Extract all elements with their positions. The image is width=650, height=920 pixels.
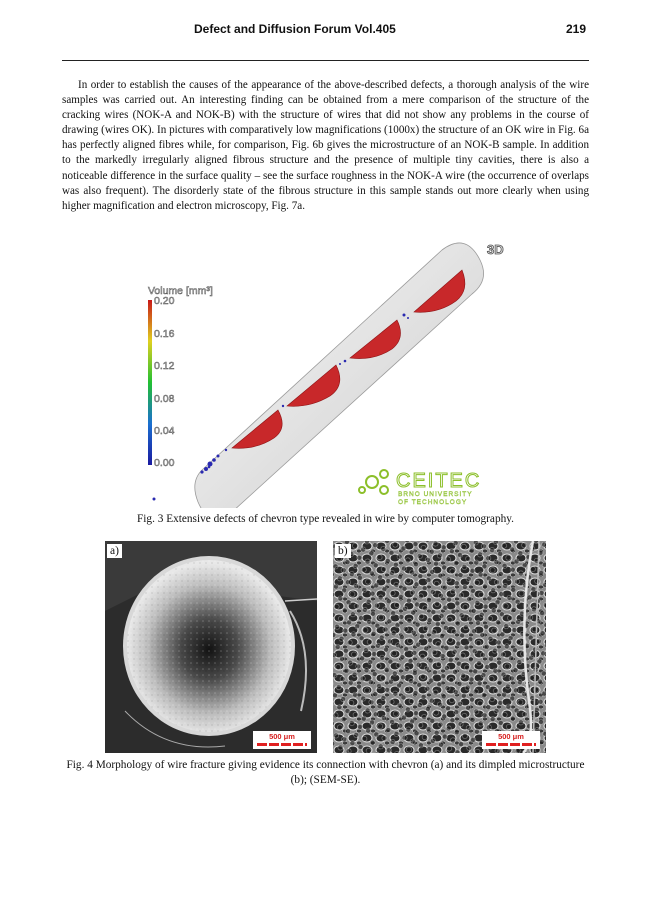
figure4-caption: Fig. 4 Morphology of wire fracture giving evidence its connection with chevron (a) and its dimpled microstructure (b); (SEM-SE). [66, 759, 585, 786]
scale-text-a: 500 μm [269, 732, 295, 741]
scale-bar-b [482, 731, 540, 749]
fracture-surface-image [105, 541, 317, 753]
body-paragraph: In order to establish the causes of the appearance of the above-described defects, a thorough analysis of the wire samples was carried out. An interesting finding can be obtained from a mere comparison of the structure of the cracking wires (NOK-A and NOK-B) with the structure of wires that did not show any problems in the course of drawing (wires OK). In pictures with comparatively low magnifications (1000x) the structure of an OK wire in Fig. 6a has perfectly aligned fibres while, for comparison, Fig. 6b gives the microstructure of an NOK-B sample. In addition to the markedly irregularly aligned fibrous structure and the presence of multiple tiny cavities, there is also a noticeable difference in the surface quality – see the surface roughness in the NOK-A wire (the occurrence of overlaps was also frequent). The disorderly state of the fibrous structure in this sample stands out more clearly when using higher magnification and electron microscopy, Fig. 7a. [62, 79, 589, 212]
scale-bar-graphic [257, 743, 307, 746]
logo-name: CEITEC [396, 470, 482, 492]
ct-figure [140, 238, 512, 508]
logo-line2: OF TECHNOLOGY [398, 499, 468, 506]
scale-bar-a [253, 731, 311, 749]
volume-legend [148, 285, 213, 469]
sem-image-b [333, 541, 546, 753]
scale-text-b: 500 μm [498, 732, 524, 741]
panel-label-b: b) [335, 544, 351, 558]
logo-line1: BRNO UNIVERSITY [398, 491, 473, 498]
legend-title: Volume [mm³] [148, 285, 213, 297]
running-header [62, 22, 588, 42]
journal-title: Defect and Diffusion Forum Vol.405 [194, 22, 396, 36]
legend-tick: 0.00 [154, 457, 175, 469]
dimpled-microstructure-image [333, 541, 546, 753]
ceitec-logo [359, 470, 481, 506]
page-number: 219 [565, 22, 586, 36]
legend-tick: 0.04 [154, 425, 175, 437]
ceitec-mark-icon [359, 470, 388, 494]
legend-colorbar [148, 300, 152, 465]
sem-image-a [105, 541, 317, 753]
badge-3d: 3D [487, 242, 504, 257]
legend-tick: 0.20 [154, 295, 175, 307]
legend-tick: 0.08 [154, 393, 175, 405]
legend-tick: 0.16 [154, 328, 175, 340]
header-rule [62, 60, 589, 61]
legend-tick: 0.12 [154, 360, 175, 372]
scale-bar-graphic [486, 743, 536, 746]
figure3-caption: Fig. 3 Extensive defects of chevron type revealed in wire by computer tomography. [137, 513, 514, 525]
panel-label-a: a) [107, 544, 122, 558]
